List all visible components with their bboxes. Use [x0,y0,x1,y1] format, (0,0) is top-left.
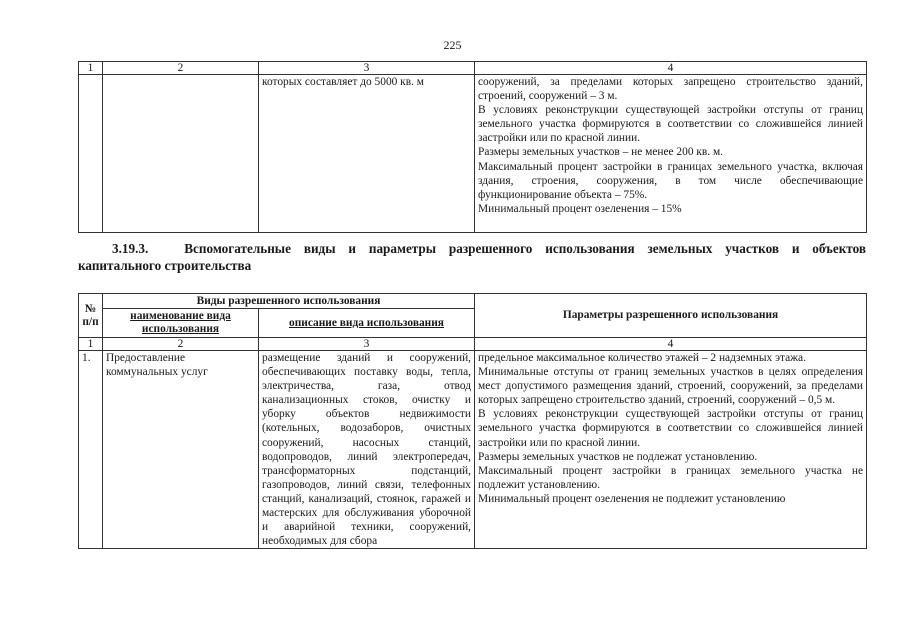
column-number: 1 [79,62,103,75]
column-number-row [79,338,867,351]
page-number: 225 [443,38,462,52]
parameter-paragraph: Минимальный процент озеленения не подлежит установлению [478,492,786,505]
column-number: 2 [103,62,259,75]
uses-group-header: Виды разрешенного использования [103,294,475,309]
parameter-paragraph: сооружений, за пределами которых запрещено строительство зданий, строений, сооружений – 3 м. [478,76,863,103]
section-number: 3.19.3. [112,241,149,256]
table-row [79,351,867,549]
parameter-paragraph: Минимальный процент озеленения – 15% [478,202,682,215]
column-number: 3 [259,338,475,351]
parameter-paragraph: Минимальные отступы от границ земельных участков в целях определения мест допустимого размещения зданий, строений, сооружений, за пределами которых запрещено строительство зданий, строений, сооружений – 0,5 м. [478,366,864,407]
section-heading [78,240,866,274]
use-name-column-header: наименование вида использования [103,309,259,338]
use-description-column-header: описание вида использования [259,309,475,338]
num-column-header: № п/п [79,294,103,338]
continuation-table [78,61,867,233]
use-name-cell [103,75,259,233]
column-number: 2 [103,338,259,351]
header-row [79,294,867,309]
use-description-cell: размещение зданий и сооружений, обеспечивающих поставку воды, тепла, электричества, газа, отвод канализационных стоков, очистку и уборку объектов недвижимости (котельных, водозаборов, очистных сооружений, насосных станций, водопроводов, линий электропередач, трансформаторных подстанций, газопроводов, линий связи, телефонных станций, канализаций, стоянок, гаражей и мастерских для обслуживания уборочной и аварийной техники, сооружений, необходимых для сбора [259,351,475,549]
table-row [79,75,867,233]
parameters-cell [475,351,867,549]
uses-table [78,293,867,549]
parameters-column-header: Параметры разрешенного использования [475,294,867,338]
row-number-cell [79,75,103,233]
parameter-paragraph: Максимальный процент застройки в границах земельного участка, включая здания, строения, сооружения, в том числе обеспечивающие функционирование объекта – 75%. [478,160,863,201]
use-description-cell: которых составляет до 5000 кв. м [259,75,475,233]
row-number-cell: 1. [79,351,103,549]
column-number-row [79,62,867,75]
column-number: 3 [259,62,475,75]
parameter-paragraph: предельное максимальное количество этажей – 2 надземных этажа. [478,352,806,364]
column-number: 1 [79,338,103,351]
section-title: Вспомогательные виды и параметры разрешенного использования земельных участков и объектов капитального строительства [78,241,866,273]
column-number: 4 [475,62,867,75]
parameter-paragraph: В условиях реконструкции существующей застройки отступы от границ земельного участка формируются в соответствии со сложившейся линией застройки или по красной линии. [478,104,863,145]
parameter-paragraph: Размеры земельных участков – не менее 200 кв. м. [478,146,724,159]
use-name-cell: Предоставление коммунальных услуг [103,351,259,549]
column-number: 4 [475,338,867,351]
parameter-paragraph: В условиях реконструкции существующей застройки отступы от границ земельного участка формируются в соответствии со сложившейся линией застройки или по красной линии. [478,408,864,449]
parameters-cell [475,75,867,233]
parameter-paragraph: Максимальный процент застройки в границах земельного участка не подлежит установлению. [478,464,864,491]
parameter-paragraph: Размеры земельных участков не подлежат установлению. [478,450,758,463]
